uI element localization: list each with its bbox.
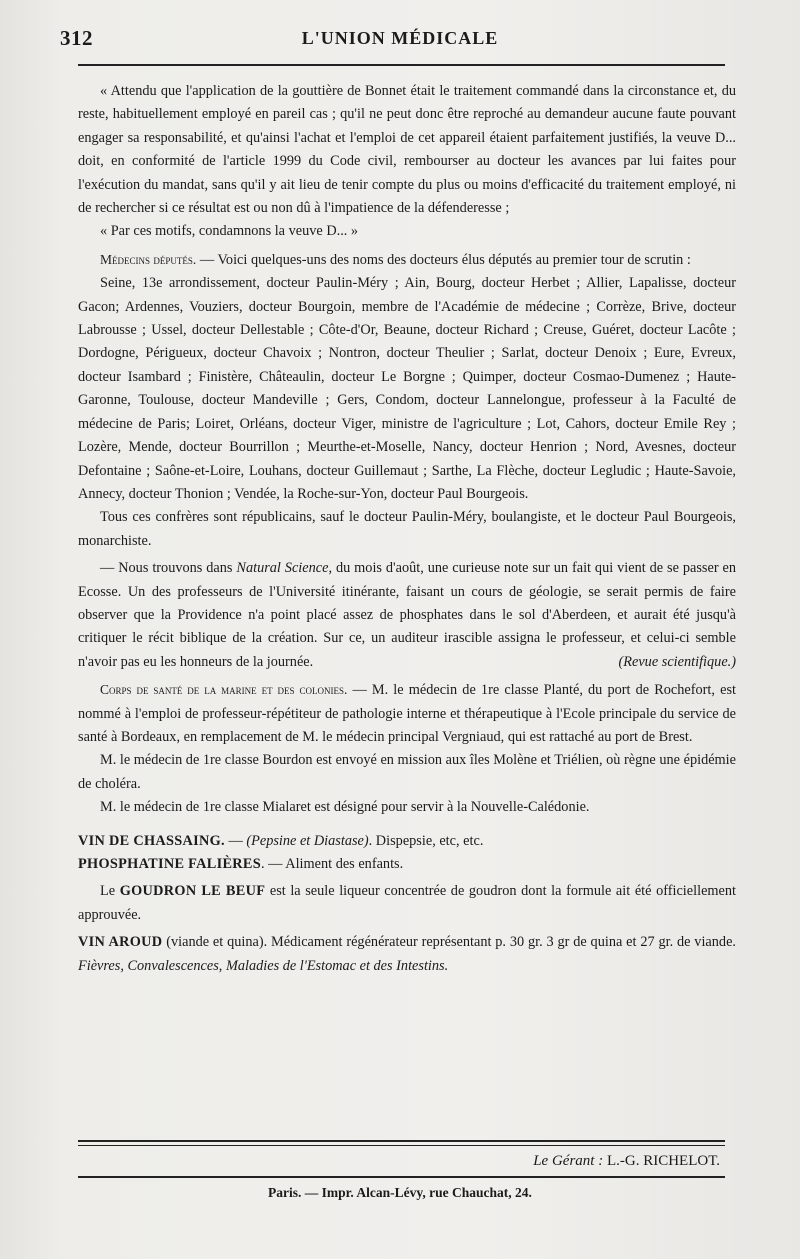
page-number: 312 bbox=[60, 26, 93, 50]
footer-rule-bottom bbox=[78, 1176, 725, 1178]
deputes-intro: — Voici quelques-uns des noms des docteurs élus députés au premier tour de scrutin : bbox=[196, 251, 691, 268]
deputes-list: Seine, 13e arrondissement, docteur Paulin-Méry ; Ain, Bourg, docteur Herbet ; Allier, Lapalisse, docteur Gacon; Ardennes, Vouziers, docteur Bourgoin, membre de l'Académie de médecine ; Corrèze, Brive, docteur Labrousse ; Ussel, docteur Dellestable ; Côte-d'Or, Beaune, docteur Richard ; Creuse, Guéret, docteur Lacôte ; Dordogne, Périgueux, docteur Chavoix ; Nontron, docteur Theulier ; Sarlat, docteur Denoix ; Eure, Evreux, docteur Isambard ; Finistère, Châteaulin, docteur Le Borgne ; Quimper, docteur Cosmao-Dumenez ; Haute-Garonne, Toulouse, docteur Mandeville ; Gers, Condom, docteur Lannelongue, professeur à la Faculté de médecine de Paris; Loiret, Orléans, docteur Viger, ministre de l'agriculture ; Lot, Cahors, docteur Emile Rey ; Lozère, Mende, docteur Bourrillon ; Meurthe-et-Moselle, Nancy, docteur Henrion ; Nord, Avesnes, docteur Defontaine ; Saône-et-Loire, Louhans, docteur Guillemaut ; Sarthe, La Flèche, docteur Legludic ; Haute-Savoie, Annecy, docteur Thonion ; Vendée, la Roche-sur-Yon, docteur Paul Bourgeois. bbox=[78, 275, 736, 502]
science-paragraph bbox=[78, 557, 736, 674]
footer-rule-top bbox=[78, 1140, 725, 1142]
deputes-heading: Médecins députés. bbox=[100, 251, 197, 267]
ad-chassaing-name: VIN DE CHASSAING. bbox=[78, 832, 225, 849]
corps-paragraph bbox=[78, 678, 736, 749]
gerant-label: Le Gérant : bbox=[533, 1153, 604, 1169]
ad-chassaing-text: . Dispepsie, etc, etc. bbox=[368, 832, 484, 849]
ad-phosphatine-text: . — Aliment des enfants. bbox=[261, 856, 404, 872]
corps-heading: Corps de santé de la marine et des colonies. bbox=[100, 682, 348, 698]
ad-goudron bbox=[78, 880, 736, 927]
science-journal: Natural Science, bbox=[236, 560, 333, 577]
deputes-note: Tous ces confrères sont républicains, sauf le docteur Paulin-Méry, boulangiste, et le docteur Paul Bourgeois, monarchiste. bbox=[78, 509, 736, 549]
science-text: du mois d'août, une curieuse note sur un fait qui vient de se passer en Ecosse. Un des professeurs de l'Université itinérante, faisant un cours de géologie, se serait permis de faire observer que la Providence n'a point placé assez de phosphates dans le sol d'Aberdeen, et aurait été jusqu'à critiquer le récit biblique de la création. Sur ce, un auditeur irascible assigna le professeur, et celui-ci semble n'avoir pas eu les honneurs de la journée. bbox=[78, 560, 736, 670]
journal-title: L'UNION MÉDICALE bbox=[301, 28, 499, 48]
science-source: (Revue scientifique.) bbox=[618, 653, 736, 670]
gerant-signature bbox=[533, 1153, 720, 1170]
article-body bbox=[78, 80, 736, 978]
header-rule bbox=[78, 64, 725, 66]
ad-chassaing-sep: — bbox=[224, 832, 247, 849]
ad-aroud-text: (viande et quina). Médicament régénérateur représentant p. 30 gr. 3 gr de quina et 27 gr. de viande. bbox=[162, 934, 736, 951]
ad-aroud-name: VIN AROUD bbox=[78, 934, 163, 951]
ad-phosphatine bbox=[78, 853, 736, 876]
judgment-conclusion: « Par ces motifs, condamnons la veuve D... » bbox=[100, 223, 359, 240]
ad-chassaing bbox=[78, 830, 736, 853]
footer-rule-inner bbox=[78, 1145, 725, 1146]
page-header bbox=[60, 26, 740, 54]
judgment-paragraph: « Attendu que l'application de la gouttière de Bonnet était le traitement commandé dans la circonstance et, du reste, habituellement employé en pareil cas ; qu'il ne peut donc être reproché au demandeur aucune faute pouvant engager sa responsabilité, et qu'ainsi l'achat et l'emploi de cet appareil étaient parfaitement justifiés, la veuve D... doit, en conformité de l'article 1999 du Code civil, rembourser au docteur les avances par lui faites pour l'exécution du mandat, sans qu'il y ait lieu de tenir compte du plus ou moins d'efficacité du traitement employé, ni de rechercher si ce résultat est ou non dû à l'impatience de la défenderesse ; bbox=[78, 83, 736, 217]
ad-aroud bbox=[78, 931, 736, 978]
corps-appointment: M. le médecin de 1re classe Mialaret est désigné pour servir à la Nouvelle-Calédonie. bbox=[100, 799, 590, 816]
corps-text: — M. le médecin de 1re classe Planté, du port de Rochefort, est nommé à l'emploi de professeur-répétiteur de pathologie interne et thérapeutique à l'Ecole principale du service de santé à Bordeaux, en remplacement de M. le médecin principal Vergniaud, qui est rattaché au port de Brest. bbox=[78, 682, 736, 745]
printer-imprint: Paris. — Impr. Alcan-Lévy, rue Chauchat, 24. bbox=[268, 1185, 532, 1200]
corps-mission: M. le médecin de 1re classe Bourdon est envoyé en mission aux îles Molène et Triélien, où règne une épidémie de choléra. bbox=[78, 752, 736, 792]
gerant-name: L.-G. RICHELOT. bbox=[603, 1153, 720, 1169]
ad-aroud-indications: Fièvres, Convalescences, Maladies de l'Estomac et des Intestins. bbox=[78, 957, 449, 974]
ad-phosphatine-name: PHOSPHATINE FALIÈRES bbox=[78, 856, 262, 872]
ad-chassaing-detail: (Pepsine et Diastase) bbox=[246, 832, 369, 849]
ad-goudron-pre: Le bbox=[100, 883, 120, 900]
science-intro: — Nous trouvons dans bbox=[100, 560, 237, 577]
ad-goudron-name: GOUDRON LE BEUF bbox=[119, 883, 266, 900]
deputes-paragraph bbox=[78, 248, 736, 272]
ad-goudron-text: est la seule liqueur concentrée de goudron dont la formule ait été officiellement approuvée. bbox=[78, 883, 737, 923]
